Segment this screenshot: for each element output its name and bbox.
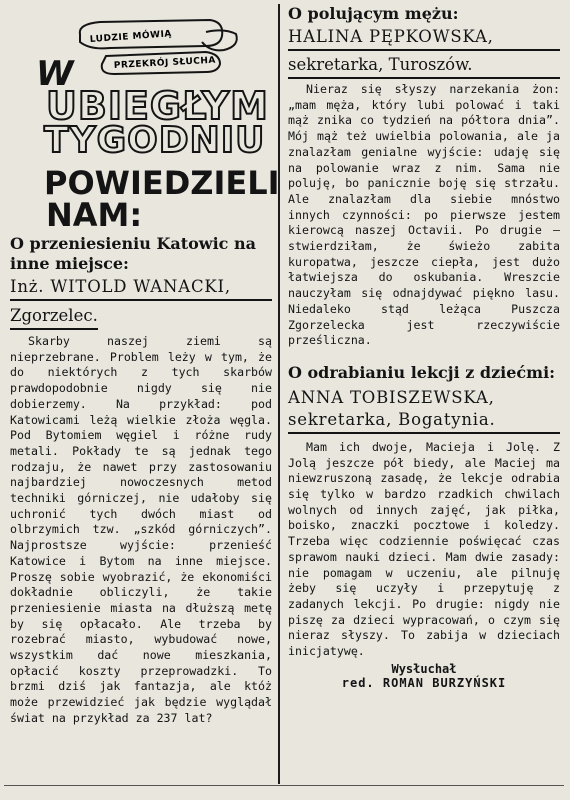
article-body-text: Skarby naszej ziemi są nieprzebrane. Problem leży w tym, że do niektórych z tych skarbów prawdopodobnie nigdy się nie dobierzemy. Na przykład: pod Katowicami leżą wielkie złoża węgla. Pod Bytomiem węgiel i różne rudy metali. Pokłady te są jednak tego rodzaju, że nawet przy zastosowaniu najbardziej nowoczesnych metod techniki górniczej, nie udałoby się uchronić tych dwóch miast od olbrzymich tzw. „szkód górniczych”. Najprostsze wyjście: przenieść Katowice i Bytom na inne miejsce. Proszę sobie wyobrazić, że ekonomiści dokładnie obliczyli, że takie przeniesienie miasta na dłuższą metę by się opłacało. Ale trzeba by rozebrać miasto, wybudować nowe, wszystkim dać nowe mieszkania, opłacić koszty przeprowadzki. To brzmi dziś jak fantazja, ale któż może przewidzieć jak będzie wyglądał świat na przykład za 237 lat? [10, 334, 272, 725]
bubble-bottom-text: PRZEKRÓJ SŁUCHA [113, 55, 217, 71]
article-author: HALINA PĘPKOWSKA, [288, 26, 560, 51]
article-hunting-husband [288, 4, 560, 349]
bubble-top-text: LUDZIE MÓWIĄ [89, 29, 173, 45]
article-place: Zgorzelec. [10, 305, 98, 330]
signature-name: red. ROMAN BURZYŃSKI [341, 675, 507, 690]
article-body [288, 82, 560, 349]
article-author: ANNA TOBISZEWSKA, sekretarka, Bogatynia. [288, 387, 560, 434]
article-body-text: Mam ich dwoje, Macieja i Jolę. Z Jolą jeszcze pół biedy, ale Maciej ma niewzruszoną zasadę, że lekcje odrabia się tylko w bardzo rzadkich chwilach wolnych od innych zajęć, jak piłka, boisko, znaczki pocztowe i koledzy. Trzeba więc codziennie poświęcać czas sprawom nauki dzieci. Mam dwie zasady: nie pomagam w uczeniu, ale pilnuję żeby się uczyły i przepytuję z zadanych lekcji. Po drugie: nigdy nie piszę za dzieci wypracowań, o czym się nieraz słyszy. To zabija w dzieciach inicjatywę. [288, 439, 560, 659]
headline-w: W [36, 54, 74, 94]
article-place: sekretarka, Turoszów. [288, 54, 560, 79]
right-column [288, 4, 560, 690]
masthead [10, 6, 280, 234]
article-body [288, 440, 560, 660]
article-topic: O polującym mężu: [288, 4, 459, 23]
bottom-rule [4, 785, 564, 786]
article-topic: O przeniesieniu Katowic na inne miejsce: [10, 234, 256, 273]
article-body [10, 334, 272, 727]
headline-ubieglym: UBIEGŁYM [46, 84, 269, 128]
headline-powiedzieli: POWIEDZIELI [44, 164, 280, 202]
signature-label: Wysłuchał [391, 661, 457, 676]
article-author: Inż. WITOLD WANACKI, [10, 276, 272, 301]
column-divider [278, 4, 280, 784]
headline-nam: NAM: [46, 196, 143, 234]
article-homework [288, 363, 560, 690]
article-body-text: Nieraz się słyszy narzekania żon: „mam męża, który lubi polować i taki mąż znika co tydzień na półtora dnia”. Mój mąż też uwielbia polowania, ale ja znalazłam genialne wyjście: udaję się na polowanie wraz z nim. Sama nie poluję, bo panicznie boję się strzału. Ale znalazłam dla siebie mnóstwo innych czynności: po pierwsze jestem kierowcą naszej Octavii. Po drugie — stwierdziłam, że świeżo zabita kuropatwa, jeszcze ciepła, jest dużo łatwiejsza do oskubania. Wreszcie nauczyłam się odnajdywać piękno lasu. Niedaleko stąd leżąca Puszcza Zgorzelecka jest rzeczywiście prześliczna. [288, 82, 560, 348]
left-column [10, 6, 280, 727]
article-topic: O odrabianiu lekcji z dziećmi: [288, 362, 556, 382]
headline-tygodniu: TYGODNIU [44, 120, 266, 161]
article-katowice [10, 234, 272, 727]
